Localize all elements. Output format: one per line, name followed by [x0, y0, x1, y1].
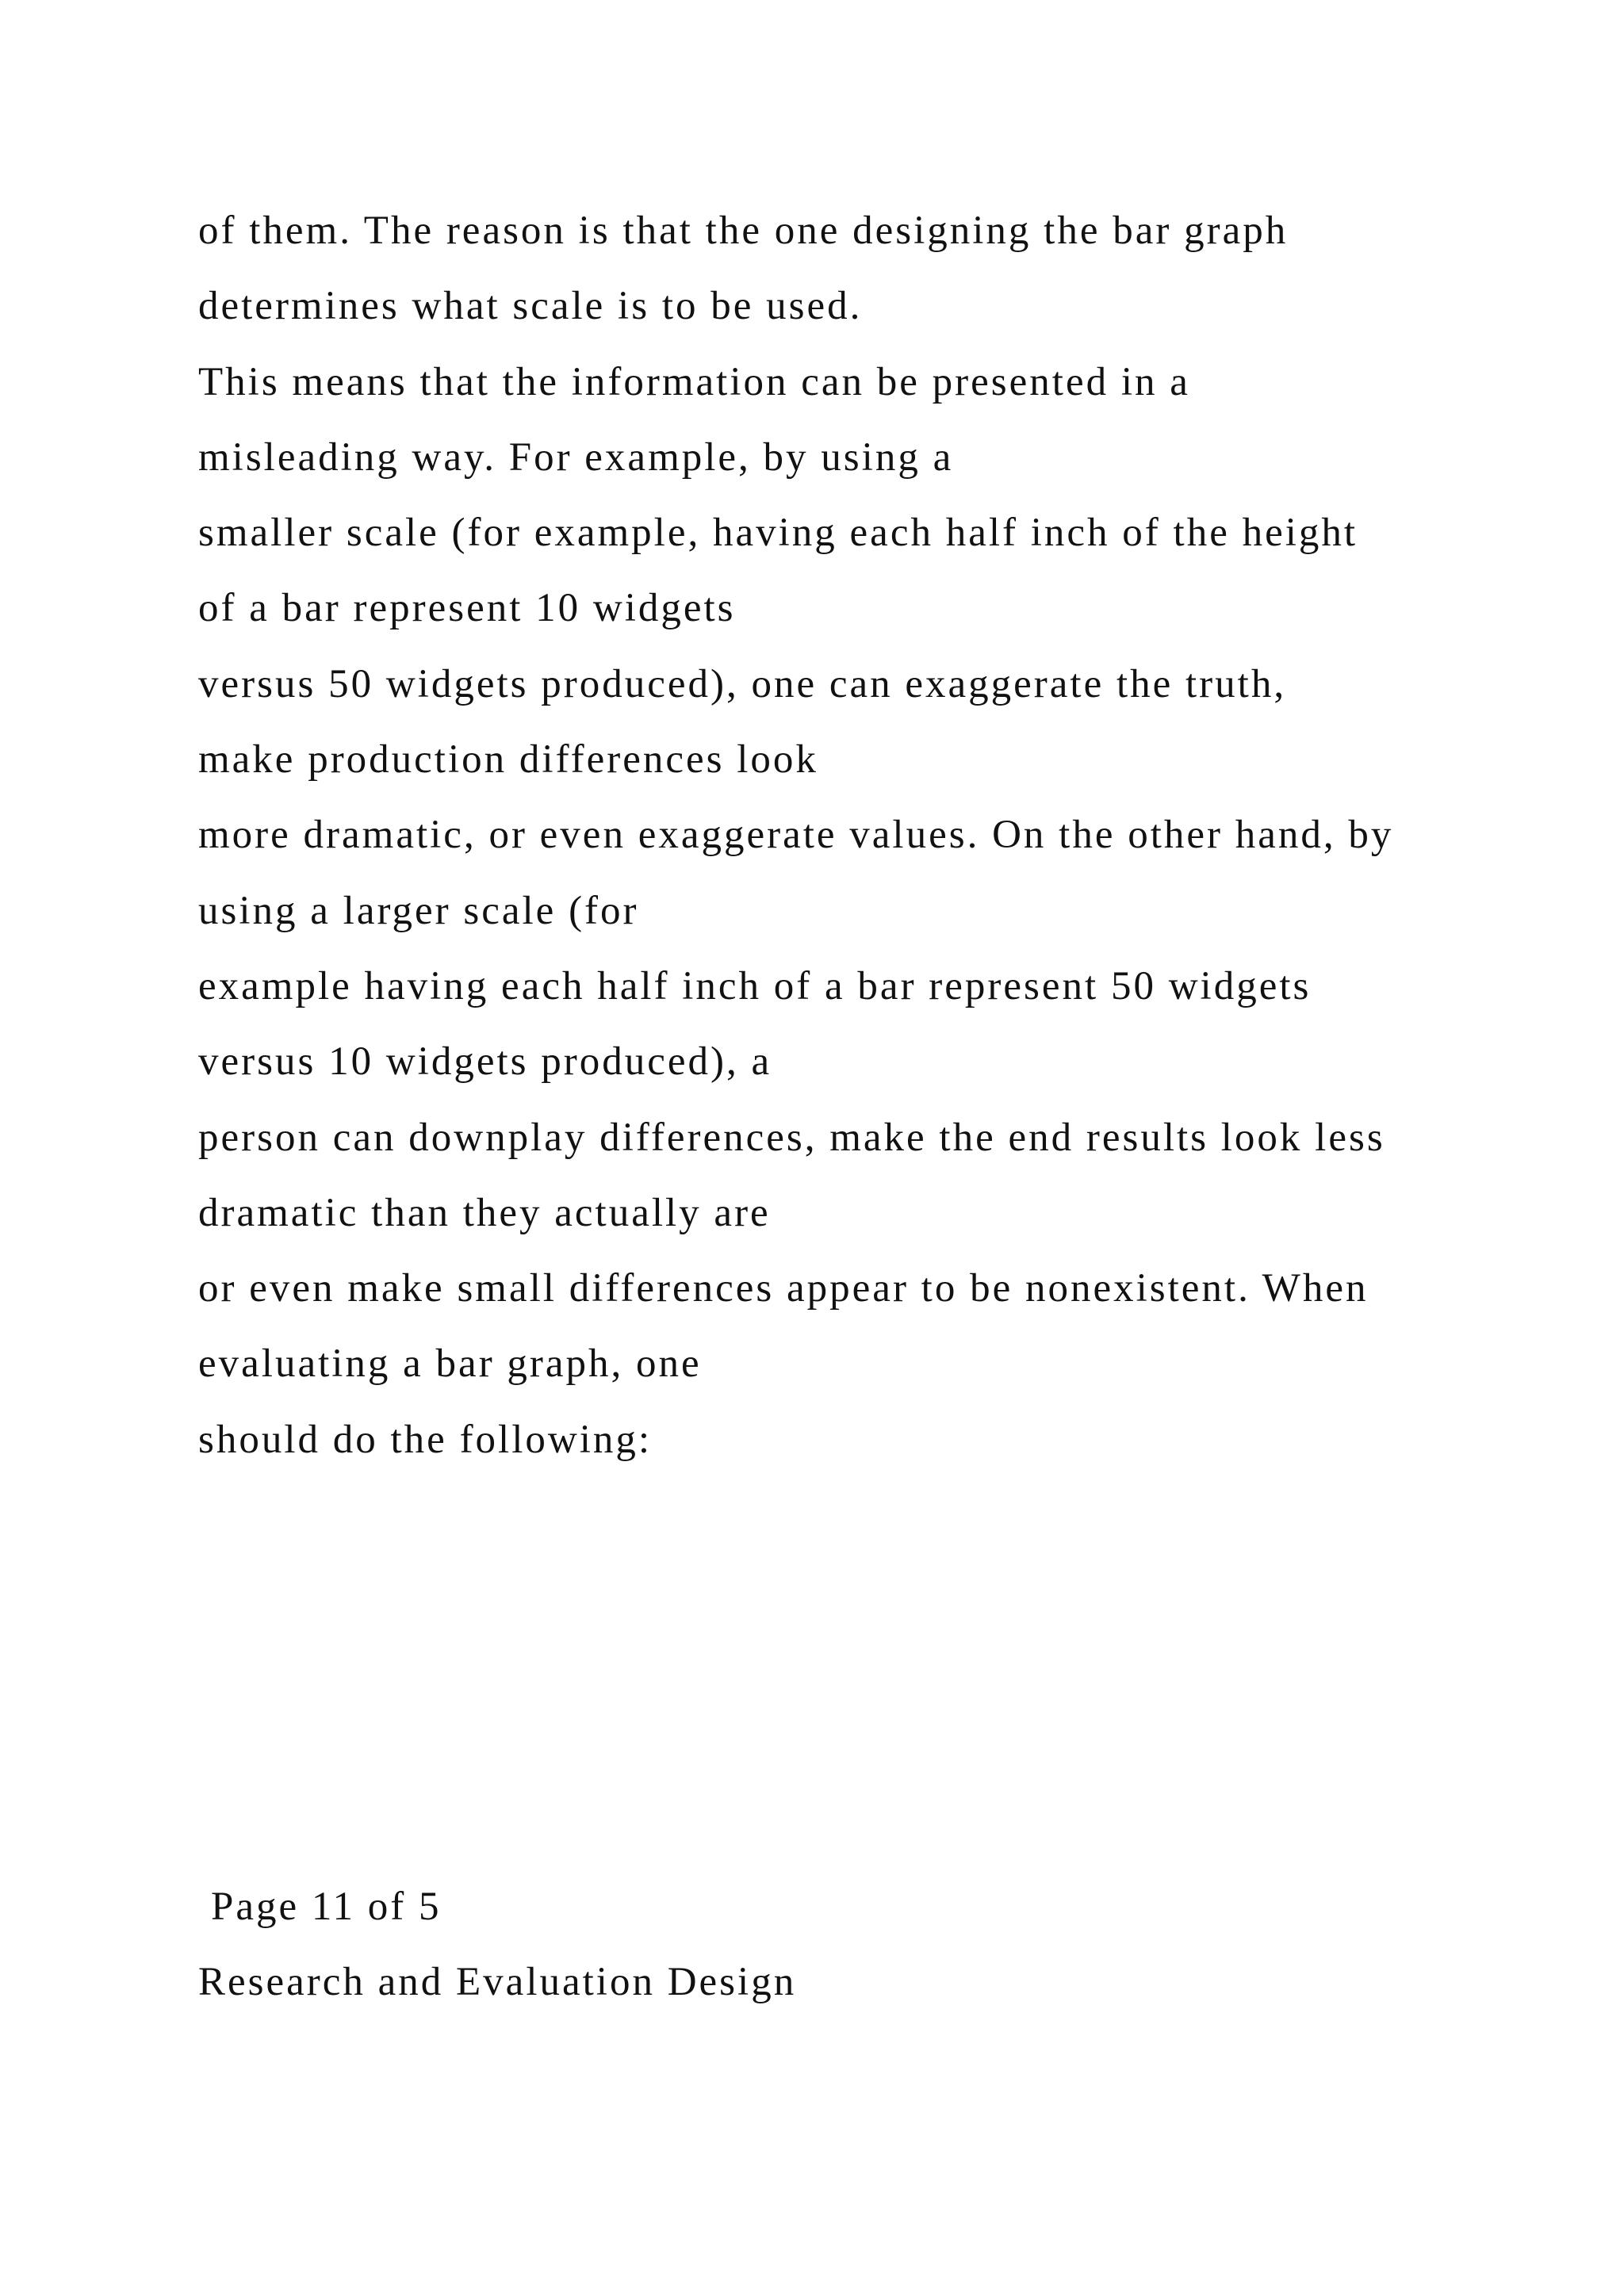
text-line: of a bar represent 10 widgets [198, 586, 736, 631]
text-line: should do the following: [198, 1417, 653, 1462]
page-footer [198, 1869, 1546, 2021]
running-title: Research and Evaluation Design [198, 1960, 797, 2005]
text-line: smaller scale (for example, having each half inch of the height [198, 511, 1358, 556]
text-line: misleading way. For example, by using a [198, 434, 954, 480]
text-line: or even make small differences appear to be nonexistent. When [198, 1266, 1369, 1311]
text-line: evaluating a bar graph, one [198, 1341, 702, 1387]
text-line: more dramatic, or even exaggerate values. On the other hand, by [198, 813, 1394, 858]
body-text [198, 193, 1546, 1478]
text-line: This means that the information can be presented in a [198, 359, 1190, 404]
text-line: make production differences look [198, 737, 818, 783]
text-line: person can downplay differences, make the end results look less [198, 1115, 1385, 1160]
text-line: dramatic than they actually are [198, 1190, 771, 1235]
text-line: versus 50 widgets produced), one can exaggerate the truth, [198, 661, 1287, 706]
page-number: Page 11 of 5 [211, 1885, 442, 1929]
text-line: of them. The reason is that the one designing the bar graph [198, 209, 1289, 253]
text-line: example having each half inch of a bar represent 50 widgets [198, 963, 1312, 1008]
text-line: determines what scale is to be used. [198, 284, 863, 329]
text-line: versus 10 widgets produced), a [198, 1039, 772, 1085]
text-line: using a larger scale (for [198, 888, 639, 933]
